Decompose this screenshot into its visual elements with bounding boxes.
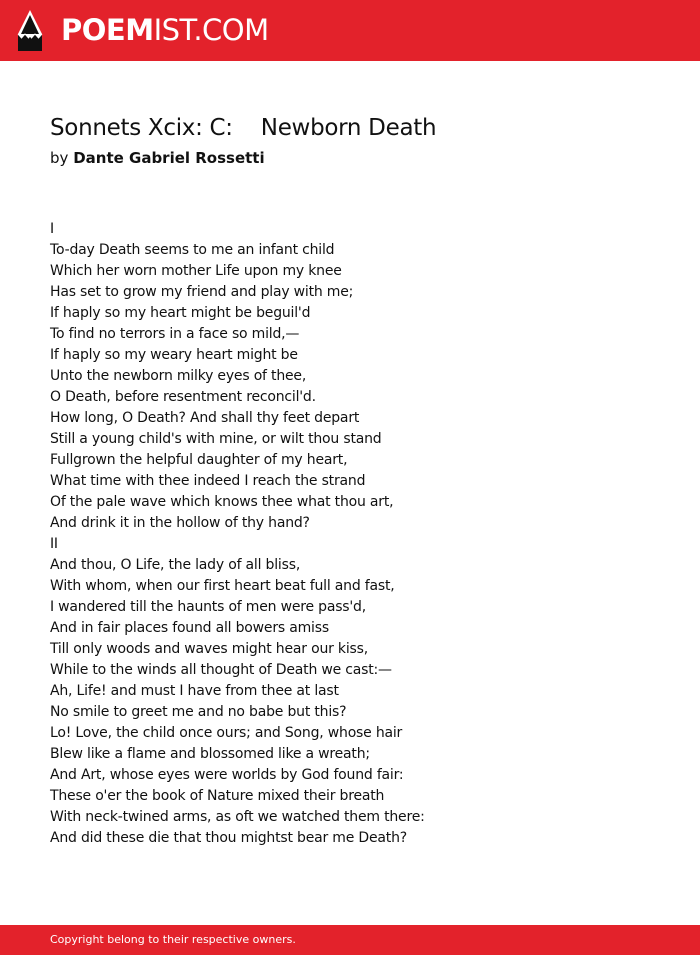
poem-line: Which her worn mother Life upon my knee [50, 263, 342, 279]
poem-title: Sonnets Xcix: C: Newborn Death [50, 115, 437, 141]
logo-text-bold: POEM [61, 13, 154, 47]
poem-line: And thou, O Life, the lady of all bliss, [50, 557, 301, 573]
poem-byline [50, 149, 265, 167]
poem-line: II [50, 536, 58, 552]
poem-line: And did these die that thou mightst bear me Death? [50, 830, 407, 846]
poem-line: These o'er the book of Nature mixed their breath [50, 788, 385, 804]
poem-line: What time with thee indeed I reach the strand [50, 473, 366, 489]
author-name: Dante Gabriel Rossetti [73, 149, 265, 167]
poem-line: With whom, when our first heart beat full and fast, [50, 578, 395, 594]
poem-line: How long, O Death? And shall thy feet depart [50, 410, 360, 426]
poem-line: Still a young child's with mine, or wilt thou stand [50, 431, 382, 447]
poem-line: Blew like a flame and blossomed like a wreath; [50, 746, 370, 762]
poem-line: While to the winds all thought of Death we cast:— [50, 662, 392, 678]
poem-line: Unto the newborn milky eyes of thee, [50, 368, 307, 384]
logo-text-light: IST.COM [153, 13, 269, 47]
poem-line: Till only woods and waves might hear our kiss, [50, 641, 368, 657]
poem-line: Has set to grow my friend and play with me; [50, 284, 354, 300]
poem-line: I wandered till the haunts of men were pass'd, [50, 599, 366, 615]
poem-line: I [50, 221, 54, 237]
poem-line: Lo! Love, the child once ours; and Song, whose hair [50, 725, 403, 741]
pencil-tip-icon[interactable] [17, 9, 43, 52]
poem-line: Fullgrown the helpful daughter of my heart, [50, 452, 348, 468]
poem-line: If haply so my weary heart might be [50, 347, 298, 363]
poem-line: If haply so my heart might be beguil'd [50, 305, 311, 321]
site-header [0, 0, 700, 61]
poem-line: Of the pale wave which knows thee what thou art, [50, 494, 394, 510]
poem-line: Ah, Life! and must I have from thee at last [50, 683, 339, 699]
poem-line: No smile to greet me and no babe but this? [50, 704, 347, 720]
poem-line: And in fair places found all bowers amiss [50, 620, 329, 636]
poem-line: To find no terrors in a face so mild,— [50, 326, 300, 342]
by-label: by [50, 149, 69, 167]
poem-line: And Art, whose eyes were worlds by God found fair: [50, 767, 404, 783]
poem-line: To-day Death seems to me an infant child [50, 242, 335, 258]
site-footer [0, 925, 700, 955]
poem-line: With neck-twined arms, as oft we watched them there: [50, 809, 425, 825]
poem-line: And drink it in the hollow of thy hand? [50, 515, 310, 531]
site-logo[interactable] [61, 10, 269, 50]
copyright-text: Copyright belong to their respective owners. [50, 933, 296, 946]
poem-body [50, 219, 425, 849]
poem-line: O Death, before resentment reconcil'd. [50, 389, 316, 405]
